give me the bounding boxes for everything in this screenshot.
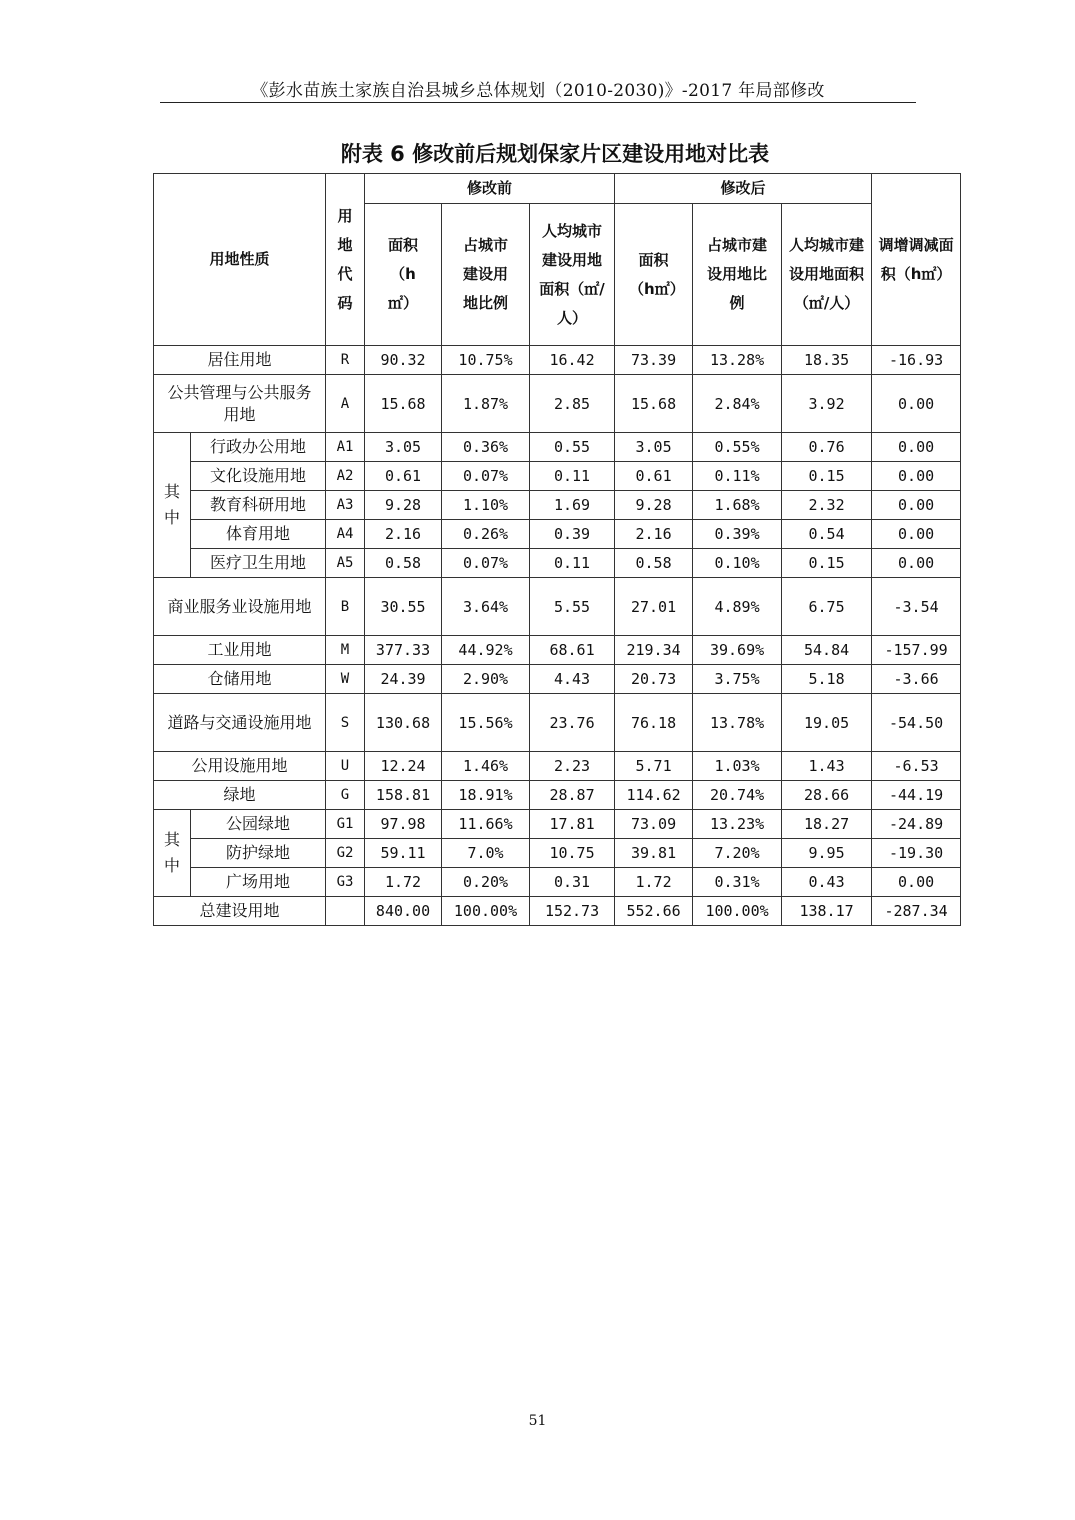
before-area: 9.28 (365, 491, 442, 520)
row-name: 行政办公用地 (191, 433, 326, 462)
change-area: 0.00 (872, 549, 961, 578)
after-ratio: 13.28% (693, 346, 782, 375)
before-area: 377.33 (365, 636, 442, 665)
header-code-text: 用地代码 (337, 206, 353, 312)
after-per-capita: 19.05 (782, 694, 872, 752)
after-area: 27.01 (615, 578, 693, 636)
table-row (154, 781, 961, 810)
row-name: 公园绿地 (191, 810, 326, 839)
before-per-capita: 0.31 (530, 868, 615, 897)
row-name: 防护绿地 (191, 839, 326, 868)
before-area: 0.58 (365, 549, 442, 578)
header-before: 修改前 (365, 174, 615, 204)
row-code: A1 (326, 433, 365, 462)
after-ratio: 7.20% (693, 839, 782, 868)
row-name-text: 道路与交通设施用地 (167, 712, 312, 732)
change-area: -6.53 (872, 752, 961, 781)
header-divider (160, 102, 916, 103)
before-area: 30.55 (365, 578, 442, 636)
page-number: 51 (528, 1413, 547, 1429)
sub-category-label-text: 其中 (164, 482, 181, 527)
before-ratio: 3.64% (442, 578, 530, 636)
row-code: A (326, 375, 365, 433)
header-before-area-text: 面积（h㎡） (388, 236, 419, 312)
before-area: 130.68 (365, 694, 442, 752)
header-after-per-capita-text: 人均城市建设用地面积（㎡/人） (789, 236, 865, 312)
change-area: -3.66 (872, 665, 961, 694)
after-area: 552.66 (615, 897, 693, 926)
land-use-comparison-table (153, 173, 961, 926)
before-area: 3.05 (365, 433, 442, 462)
after-area: 9.28 (615, 491, 693, 520)
table-row (154, 578, 961, 636)
table-row (154, 549, 961, 578)
after-ratio: 0.31% (693, 868, 782, 897)
table-row (154, 491, 961, 520)
row-name: 体育用地 (191, 520, 326, 549)
before-per-capita: 5.55 (530, 578, 615, 636)
header-after-ratio-text: 占城市建设用地比例 (707, 236, 768, 312)
after-area: 114.62 (615, 781, 693, 810)
row-code: G (326, 781, 365, 810)
before-ratio: 1.10% (442, 491, 530, 520)
before-ratio: 11.66% (442, 810, 530, 839)
change-area: 0.00 (872, 433, 961, 462)
before-per-capita: 2.85 (530, 375, 615, 433)
after-area: 39.81 (615, 839, 693, 868)
table-row (154, 636, 961, 665)
header-before-area (365, 204, 442, 346)
before-per-capita: 1.69 (530, 491, 615, 520)
row-code: G1 (326, 810, 365, 839)
after-area: 20.73 (615, 665, 693, 694)
before-ratio: 15.56% (442, 694, 530, 752)
row-name (154, 375, 326, 433)
after-area: 76.18 (615, 694, 693, 752)
row-name: 医疗卫生用地 (191, 549, 326, 578)
change-area: -3.54 (872, 578, 961, 636)
change-area: 0.00 (872, 520, 961, 549)
header-after: 修改后 (615, 174, 872, 204)
before-ratio: 10.75% (442, 346, 530, 375)
after-per-capita: 0.54 (782, 520, 872, 549)
after-per-capita: 6.75 (782, 578, 872, 636)
after-per-capita: 0.43 (782, 868, 872, 897)
after-ratio: 39.69% (693, 636, 782, 665)
after-per-capita: 2.32 (782, 491, 872, 520)
before-ratio: 100.00% (442, 897, 530, 926)
header-before-per-capita-text: 人均城市建设用地面积（㎡/人） (539, 221, 605, 327)
before-area: 12.24 (365, 752, 442, 781)
change-area: 0.00 (872, 868, 961, 897)
after-per-capita: 54.84 (782, 636, 872, 665)
after-per-capita: 0.15 (782, 462, 872, 491)
after-ratio: 2.84% (693, 375, 782, 433)
row-code: W (326, 665, 365, 694)
before-area: 840.00 (365, 897, 442, 926)
change-area: -157.99 (872, 636, 961, 665)
after-ratio: 0.55% (693, 433, 782, 462)
after-ratio: 3.75% (693, 665, 782, 694)
before-area: 24.39 (365, 665, 442, 694)
table-row (154, 810, 961, 839)
change-area: 0.00 (872, 375, 961, 433)
change-area: -54.50 (872, 694, 961, 752)
before-area: 0.61 (365, 462, 442, 491)
after-per-capita: 18.27 (782, 810, 872, 839)
after-per-capita: 9.95 (782, 839, 872, 868)
after-ratio: 1.03% (693, 752, 782, 781)
table-row (154, 375, 961, 433)
before-area: 15.68 (365, 375, 442, 433)
before-per-capita: 0.11 (530, 549, 615, 578)
after-per-capita: 138.17 (782, 897, 872, 926)
before-area: 59.11 (365, 839, 442, 868)
before-area: 2.16 (365, 520, 442, 549)
after-area: 1.72 (615, 868, 693, 897)
before-per-capita: 2.23 (530, 752, 615, 781)
after-area: 73.39 (615, 346, 693, 375)
after-area: 219.34 (615, 636, 693, 665)
row-code: R (326, 346, 365, 375)
header-code (326, 174, 365, 346)
sub-category-label-text: 其中 (164, 830, 181, 875)
table-row (154, 520, 961, 549)
header-before-per-capita (530, 204, 615, 346)
row-code: S (326, 694, 365, 752)
before-per-capita: 0.39 (530, 520, 615, 549)
after-ratio: 100.00% (693, 897, 782, 926)
after-per-capita: 28.66 (782, 781, 872, 810)
row-code: A5 (326, 549, 365, 578)
row-code: G2 (326, 839, 365, 868)
before-per-capita: 152.73 (530, 897, 615, 926)
before-per-capita: 10.75 (530, 839, 615, 868)
before-ratio: 0.36% (442, 433, 530, 462)
change-area: -19.30 (872, 839, 961, 868)
after-ratio: 13.78% (693, 694, 782, 752)
sub-category-label (154, 433, 191, 578)
header-after-ratio (693, 204, 782, 346)
after-area: 3.05 (615, 433, 693, 462)
change-area: -16.93 (872, 346, 961, 375)
row-name: 工业用地 (154, 636, 326, 665)
after-area: 15.68 (615, 375, 693, 433)
header-land-use: 用地性质 (154, 174, 326, 346)
before-ratio: 44.92% (442, 636, 530, 665)
before-area: 1.72 (365, 868, 442, 897)
after-area: 73.09 (615, 810, 693, 839)
before-per-capita: 0.11 (530, 462, 615, 491)
row-name: 教育科研用地 (191, 491, 326, 520)
row-code: A3 (326, 491, 365, 520)
row-code: G3 (326, 868, 365, 897)
before-area: 97.98 (365, 810, 442, 839)
before-per-capita: 23.76 (530, 694, 615, 752)
after-area: 0.61 (615, 462, 693, 491)
after-per-capita: 18.35 (782, 346, 872, 375)
change-area: 0.00 (872, 491, 961, 520)
after-area: 0.58 (615, 549, 693, 578)
row-code: B (326, 578, 365, 636)
before-per-capita: 0.55 (530, 433, 615, 462)
row-name: 总建设用地 (154, 897, 326, 926)
after-ratio: 20.74% (693, 781, 782, 810)
after-per-capita: 0.76 (782, 433, 872, 462)
after-per-capita: 0.15 (782, 549, 872, 578)
before-ratio: 7.0% (442, 839, 530, 868)
table-title: 附表 6 修改前后规划保家片区建设用地对比表 (340, 142, 770, 166)
after-per-capita: 3.92 (782, 375, 872, 433)
row-code: M (326, 636, 365, 665)
before-ratio: 2.90% (442, 665, 530, 694)
table-row (154, 868, 961, 897)
before-ratio: 18.91% (442, 781, 530, 810)
table-row-total (154, 897, 961, 926)
before-ratio: 0.07% (442, 462, 530, 491)
row-name: 居住用地 (154, 346, 326, 375)
table-row (154, 839, 961, 868)
before-ratio: 0.07% (442, 549, 530, 578)
row-code: U (326, 752, 365, 781)
before-ratio: 1.87% (442, 375, 530, 433)
row-name-text: 公共管理与公共服务用地 (167, 382, 312, 424)
header-change-text: 调增调减面积（h㎡） (878, 235, 954, 283)
change-area: -44.19 (872, 781, 961, 810)
row-name: 广场用地 (191, 868, 326, 897)
change-area: -287.34 (872, 897, 961, 926)
before-ratio: 0.26% (442, 520, 530, 549)
after-per-capita: 1.43 (782, 752, 872, 781)
before-per-capita: 4.43 (530, 665, 615, 694)
row-name: 仓储用地 (154, 665, 326, 694)
sub-category-label (154, 810, 191, 897)
running-header: 《彭水苗族土家族自治县城乡总体规划（2010-2030)》-2017 年局部修改 (251, 81, 825, 101)
row-name: 绿地 (154, 781, 326, 810)
before-ratio: 0.20% (442, 868, 530, 897)
table-row (154, 433, 961, 462)
after-area: 2.16 (615, 520, 693, 549)
before-ratio: 1.46% (442, 752, 530, 781)
row-name: 公用设施用地 (154, 752, 326, 781)
header-after-per-capita (782, 204, 872, 346)
row-code: A2 (326, 462, 365, 491)
row-name: 文化设施用地 (191, 462, 326, 491)
before-per-capita: 28.87 (530, 781, 615, 810)
before-area: 158.81 (365, 781, 442, 810)
header-change (872, 174, 961, 346)
header-after-area-text: 面积（h㎡） (629, 250, 685, 298)
row-name (154, 578, 326, 636)
after-ratio: 0.10% (693, 549, 782, 578)
after-ratio: 1.68% (693, 491, 782, 520)
before-per-capita: 16.42 (530, 346, 615, 375)
after-area: 5.71 (615, 752, 693, 781)
table-row (154, 462, 961, 491)
table-row (154, 694, 961, 752)
after-ratio: 0.39% (693, 520, 782, 549)
after-ratio: 0.11% (693, 462, 782, 491)
row-name (154, 694, 326, 752)
row-code (326, 897, 365, 926)
table-row (154, 752, 961, 781)
table-row (154, 346, 961, 375)
after-ratio: 4.89% (693, 578, 782, 636)
header-after-area (615, 204, 693, 346)
table-row (154, 665, 961, 694)
before-area: 90.32 (365, 346, 442, 375)
before-per-capita: 17.81 (530, 810, 615, 839)
after-per-capita: 5.18 (782, 665, 872, 694)
after-ratio: 13.23% (693, 810, 782, 839)
before-per-capita: 68.61 (530, 636, 615, 665)
change-area: -24.89 (872, 810, 961, 839)
row-name-text: 商业服务业设施用地 (167, 596, 312, 616)
change-area: 0.00 (872, 462, 961, 491)
row-code: A4 (326, 520, 365, 549)
header-before-ratio-text: 占城市建设用地比例 (463, 236, 509, 312)
header-before-ratio (442, 204, 530, 346)
